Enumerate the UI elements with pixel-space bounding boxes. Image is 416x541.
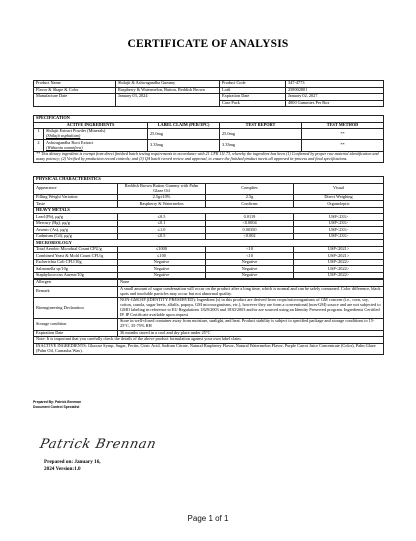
prepared-by-title: Document Control Specialist [33, 404, 80, 409]
test-spec: Negative [118, 266, 206, 273]
test-method: Visual [294, 183, 384, 194]
info-row [34, 297, 384, 318]
test-name: Cadmium (Cd), μg/g [34, 233, 118, 240]
lot-label: Lot# [220, 87, 286, 94]
test-result: 0.00350 [206, 227, 294, 234]
test-name: Combined Yeast & Mold Count CFU/g [34, 253, 118, 260]
ingredient-row [34, 129, 384, 140]
test-method: USP<2022> [294, 272, 384, 279]
ingredient-name: Ashwagandha Root Extract [46, 139, 94, 145]
test-spec: Negative [118, 259, 206, 266]
prepared-on-block [44, 459, 101, 473]
info-row [34, 286, 384, 297]
ingredient-name-cell [44, 140, 148, 151]
specification-section-label: SPECIFICATION [34, 116, 384, 123]
header-test-method: TEST METHOD [302, 122, 384, 129]
expiration-info-label: Expiration Date [34, 330, 118, 337]
test-result: <10 [206, 246, 294, 253]
allergen-value: None [118, 280, 384, 287]
manufacture-date-label: Manufacture Date [34, 94, 116, 107]
product-info-table [33, 80, 384, 107]
test-name: Lead (Pb), μg/g [34, 214, 118, 221]
test-name: Appearance [34, 183, 118, 194]
other-info-table [33, 279, 384, 355]
test-row [34, 272, 384, 279]
flavor-value: Raspberry & Watermelon, Button, Reddish Brown [116, 87, 220, 94]
expiration-date-value: January 02, 2027 [286, 94, 384, 101]
page-number: Page 1 of 1 [187, 514, 229, 523]
prepared-by-block [33, 400, 81, 409]
storage-value: Store in well-closed container away from moisture, sunlight, and heat. Product stability is subject to specified package and storage conditions to 15-25°C, 35-75% RH [118, 319, 384, 330]
storage-label: Storage condition [34, 319, 118, 330]
bioengineering-value: NON-GMO/IP (IDENTITY PRESERVED): Ingredient (s) in this product are derived from crops/microorganisms of GM concern (i.e., corn, soy, cotton, canola, sugar beets, alfalfa, papaya, GM microorganisms, etc.), however they are from a conventional (non-GM) source and are not subjected to GMO labeling in reference to EU Regulations 1829/2003 and 1830/2003 and/or are sourced using an Identity Preserved program. Ingredients Certified IP. IP Certificate available upon request [118, 297, 384, 318]
header-label-claim: LABEL CLAIM (PER/3PC) [148, 122, 220, 129]
test-spec: Reddish Brown Button Gummy with Palm Glaze Oil [118, 183, 206, 194]
ingredient-latin-name: (Shilajit asphaltum) [46, 133, 81, 139]
remark-label: Remark [34, 286, 118, 297]
allergen-label: Allergen [34, 280, 118, 287]
test-name: Taste [34, 201, 118, 208]
test-method: USP<2021> [294, 246, 384, 253]
test-method: USP<233> [294, 233, 384, 240]
ingredient-number: 1 [34, 129, 44, 140]
test-report-value: 25.0mg [220, 129, 302, 140]
prepared-on-date: Prepared on: January 16, [44, 459, 101, 465]
test-name: Arsenic (As), μg/g [34, 227, 118, 234]
test-spec: ≤0.1 [118, 220, 206, 227]
test-result: Complies [206, 183, 294, 194]
signature: Patrick Brennan [38, 437, 158, 452]
test-spec: ≤0.5 [118, 214, 206, 221]
test-spec: Negative [118, 272, 206, 279]
physical-section-label: PHYSICAL CHARACTERISTICS [34, 177, 384, 184]
test-result: <0.0004 [206, 220, 294, 227]
test-report-value: 3.33mg [220, 140, 302, 151]
test-row [34, 183, 384, 194]
test-name: Mercury (Hg), μg/g [34, 220, 118, 227]
test-result: 0.0119 [206, 214, 294, 221]
microbiology-section-label: MICROBIOLOGY [34, 240, 384, 247]
test-result: Negative [206, 266, 294, 273]
test-method: USP<233> [294, 214, 384, 221]
ingredient-name: Shilajit Extract Powder (Minerals) [46, 128, 106, 134]
tests-table [33, 176, 384, 279]
exemption-footnote: ** This dietary ingredient is exempt from direct finished batch testing requirements in accordance with 21 CFR 111.73, whereby the ingredient has been (1) Confirmed by proper raw material identification and assay potency; (2) Verified by production record controls; and (3) QA batch record review and approval, to ensure the finished product meets all approved in-process and final specifications. [34, 151, 384, 162]
ingredient-name-cell [44, 129, 148, 140]
test-method: USP<233> [294, 227, 384, 234]
test-method: USP<233> [294, 220, 384, 227]
label-check-notice: Note: It is important that you carefully check the details of the above product formulation against your own label claim. [34, 337, 384, 344]
label-claim-value: 3.33mg [148, 140, 220, 151]
test-name: Filling Weight Variation [34, 194, 118, 201]
flavor-label: Flavor & Shape & Color [34, 87, 116, 94]
product-code-value: 347-4773 [286, 81, 384, 88]
test-spec: ≤1.0 [118, 227, 206, 234]
test-name: Staphylococcus Aureus/10g [34, 272, 118, 279]
test-spec: ≤0.5 [118, 233, 206, 240]
test-result: Negative [206, 259, 294, 266]
test-method-value: ** [302, 140, 384, 151]
test-method: USP<2022> [294, 266, 384, 273]
test-result: Confirms [206, 201, 294, 208]
header-test-report: TEST REPORT [220, 122, 302, 129]
lot-value: 258002801 [286, 87, 384, 94]
test-method: USP<2022> [294, 259, 384, 266]
test-spec: 2.5g±10% [118, 194, 206, 201]
inactive-ingredients: INACTIVE INGREDIENTS: Glucose Syrup, Sugar, Pectin, Citric Acid, Sodium Citrate, Natural Raspberry Flavor, Natural Watermelon Flavor, Purple Carrot Juice Concentrate (Color), Palm Glaze (Palm Oil, Carnauba Wax). [34, 343, 384, 354]
test-spec: Raspberry & Watermelon [118, 201, 206, 208]
heavy-metals-section-label: HEAVY METALS [34, 207, 384, 214]
test-method: Organoleptic [294, 201, 384, 208]
test-method-value: ** [302, 129, 384, 140]
document-version: 2024 Version:1.0 [44, 466, 81, 472]
test-name: Total Aerobic Microbial Count CFU/g [34, 246, 118, 253]
product-code-label: Product Code [220, 81, 286, 88]
expiration-info-value: 36 months stored in a cool and dry place under 25°C [118, 330, 384, 337]
header-active-ingredients: ACTIVE INGREDIENTS [34, 122, 148, 129]
test-result: 2.5g [206, 194, 294, 201]
test-spec: ≤100 [118, 253, 206, 260]
label-claim-value: 25.0mg [148, 129, 220, 140]
info-row [34, 319, 384, 330]
ingredient-row [34, 140, 384, 151]
ingredient-latin-name: (Withania somnifera) [46, 144, 83, 150]
bioengineering-label: Bioengineering Declaration [34, 297, 118, 318]
test-method: USP<2021> [294, 253, 384, 260]
remark-value: A small amount of sugar condensation will occur on the product after a long time, which is normal and can be safely consumed. Color difference, black spots and insoluble particles may occur but not abnormal quality. [118, 286, 384, 297]
specification-table [33, 115, 384, 163]
case-pack-value: 4800 Gummies Per Box [286, 100, 384, 107]
test-result: Negative [206, 272, 294, 279]
test-spec: ≤1000 [118, 246, 206, 253]
manufacture-date-value: January 03, 2024 [116, 94, 220, 107]
test-result: <0.002 [206, 233, 294, 240]
product-name-label: Product Name [34, 81, 116, 88]
case-pack-label: Case Pack [220, 100, 286, 107]
test-result: <10 [206, 253, 294, 260]
document-title: CERTIFICATE OF ANALYSIS [127, 38, 289, 50]
product-name-value: Shilajit & Ashwagandha Gummy [116, 81, 220, 88]
prepared-by-line: Prepared By: Patrick Brennan [33, 400, 82, 404]
test-method: Direct Weighing [294, 194, 384, 201]
test-name: Escherichia Coli CFU/10g [34, 259, 118, 266]
test-name: Salmonella sp/10g [34, 266, 118, 273]
ingredient-number: 2 [34, 140, 44, 151]
expiration-date-label: Expiration Date [220, 94, 286, 101]
